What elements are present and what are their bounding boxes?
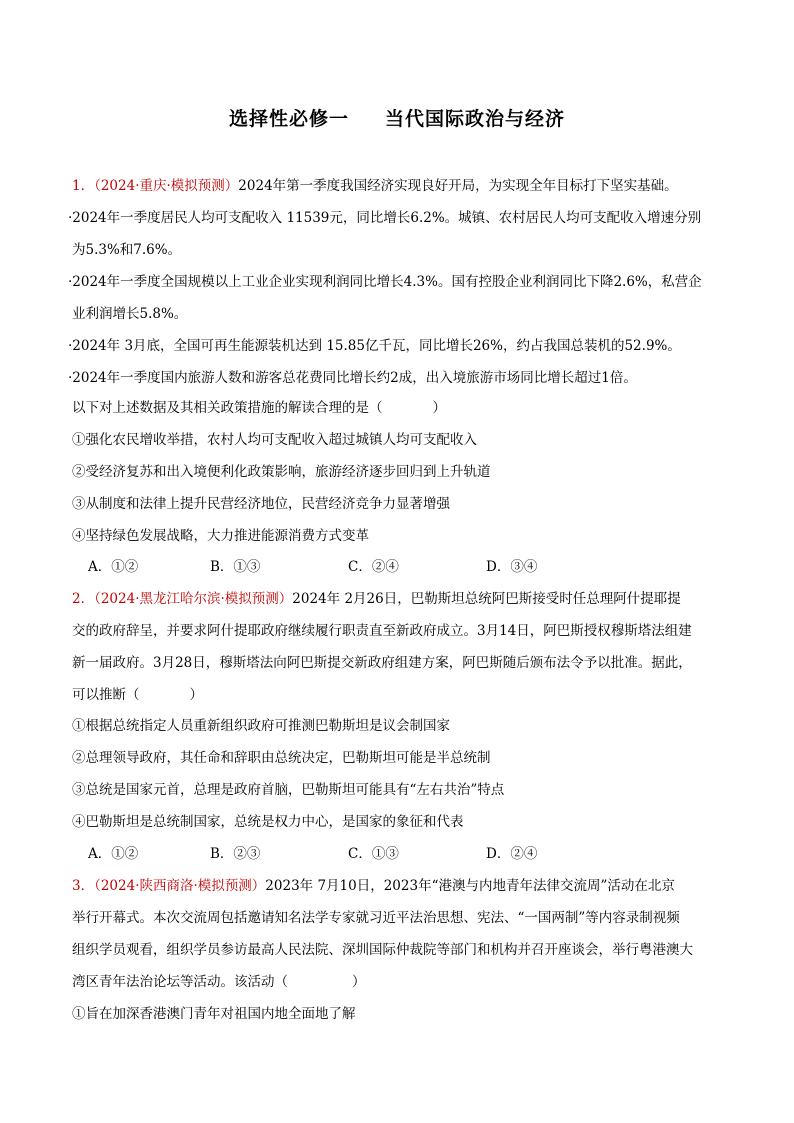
question-prompt <box>72 972 732 992</box>
question-stem-line: ·2024年一季度全国规模以上工业企业实现利润同比增长4.3%。国有控股企业利润同比下降2.6%，私营企 <box>68 274 702 290</box>
question-stem: 2024年第一季度我国经济实现良好开局，为实现全年目标打下坚实基础。 <box>238 178 678 194</box>
option-d[interactable]: D．③④ <box>486 559 538 575</box>
question-stem-line: 举行开幕式。本次交流周包括邀请知名法学专家就习近平法治思想、宪法、“一国两制”等内容录制视频 <box>72 910 680 926</box>
prompt-close: ） <box>189 687 203 703</box>
question-prompt <box>72 685 732 705</box>
question-stem-line: 业利润增长5.8%。 <box>72 306 188 322</box>
page-title <box>0 104 794 131</box>
statement-item: ③从制度和法律上提升民营经济地位，民营经济竞争力显著增强 <box>72 496 450 512</box>
prompt-text: 以下对上述数据及其相关政策措施的解读合理的是（ <box>72 400 383 416</box>
question-stem-line: 交的政府辞呈，并要求阿什提耶政府继续履行职责直至新政府成立。3月14日，阿巴斯授权穆斯塔法组建 <box>72 623 692 639</box>
question-stem-line: ·2024年 3月底，全国可再生能源装机达到 15.85亿千瓦，同比增长26%，约占我国总装机的52.9%。 <box>68 338 681 354</box>
question-3-heading <box>72 876 732 896</box>
question-number: 3． <box>72 878 95 894</box>
prompt-close: ） <box>432 400 446 416</box>
question-1-heading <box>72 176 732 196</box>
statement-item: ②受经济复苏和出入境便利化政策影响，旅游经济逐步回归到上升轨道 <box>72 464 491 480</box>
question-stem-line: 新一届政府。3月28日，穆斯塔法向阿巴斯提交新政府组建方案，阿巴斯随后颁布法令予以批准。据此， <box>72 655 692 671</box>
prompt-text: 湾区青年法治论坛等活动。该活动（ <box>72 974 288 990</box>
option-c[interactable]: C．①③ <box>348 846 399 862</box>
question-stem: 2023年 7月10日，2023年“港澳与内地青年法律交流周”活动在北京 <box>265 878 675 894</box>
question-stem-line: ·2024年一季度居民人均可支配收入 11539元，同比增长6.2%。城镇、农村居民人均可支配收入增速分别 <box>68 210 702 226</box>
option-b[interactable]: B．②③ <box>210 846 261 862</box>
option-a[interactable]: A．①② <box>88 559 139 575</box>
option-d[interactable]: D．②④ <box>486 846 538 862</box>
question-source: （2024·重庆·模拟预测） <box>94 178 239 194</box>
statement-item: ④巴勒斯坦是总统制国家，总统是权力中心，是国家的象征和代表 <box>72 814 464 830</box>
statement-item: ③总统是国家元首，总理是政府首脑，巴勒斯坦可能具有“左右共治”特点 <box>72 782 505 798</box>
question-stem-line: 为5.3%和7.6%。 <box>72 242 182 258</box>
question-source: （2024·陕西商洛·模拟预测） <box>94 878 266 894</box>
option-a[interactable]: A．①② <box>88 846 139 862</box>
option-c[interactable]: C．②④ <box>348 559 399 575</box>
statement-item: ①强化农民增收举措，农村人均可支配收入超过城镇人均可支配收入 <box>72 432 477 448</box>
question-stem: 2024年 2月26日，巴勒斯坦总统阿巴斯接受时任总理阿什提耶提 <box>292 591 681 607</box>
question-2-heading <box>72 589 732 609</box>
prompt-text: 可以推断（ <box>72 687 140 703</box>
question-number: 1． <box>72 178 95 194</box>
statement-item: ①根据总统指定人员重新组织政府可推测巴勒斯坦是议会制国家 <box>72 718 450 734</box>
statement-item: ④坚持绿色发展战略，大力推进能源消费方式变革 <box>72 528 369 544</box>
title-part-2: 当代国际政治与经济 <box>385 108 566 130</box>
question-number: 2． <box>72 591 95 607</box>
question-prompt <box>72 398 732 418</box>
prompt-close: ） <box>352 974 366 990</box>
statement-item: ②总理领导政府，其任命和辞职由总统决定，巴勒斯坦可能是半总统制 <box>72 750 491 766</box>
question-stem-line: 组织学员观看，组织学员参访最高人民法院、深圳国际仲裁院等部门和机构并召开座谈会，举行粤港澳大 <box>72 942 693 958</box>
title-part-1: 选择性必修一 <box>228 108 349 130</box>
statement-item: ①旨在加深香港澳门青年对祖国内地全面地了解 <box>72 1006 356 1022</box>
question-source: （2024·黑龙江哈尔滨·模拟预测） <box>94 591 293 607</box>
option-b[interactable]: B．①③ <box>210 559 261 575</box>
question-stem-line: ·2024年一季度国内旅游人数和游客总花费同比增长约2成，出入境旅游市场同比增长超过1倍。 <box>68 370 637 386</box>
